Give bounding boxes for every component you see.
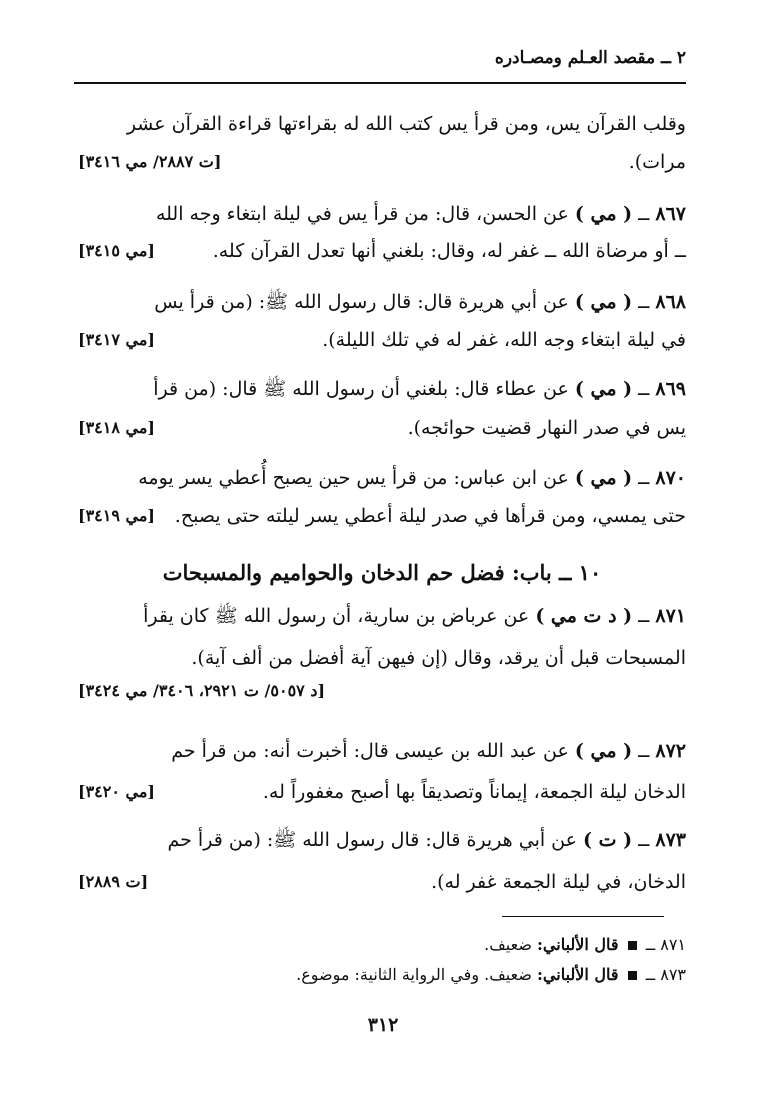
reference: [ت ٢٨٨٩] (78, 872, 149, 891)
hadith-number: ٨٦٧ (655, 203, 686, 225)
reference: [ت ٢٨٨٧/ مي ٣٤١٦] (78, 152, 222, 171)
hadith-number: ٨٧٢ (655, 740, 686, 762)
page-number: ٣١٢ (367, 1014, 399, 1036)
entry-line: المسبحات قبل أن يرقد، وقال (إن فيهن آية أفضل من ألف آية). (191, 647, 686, 669)
entry-line: الدخان، في ليلة الجمعة غفر له). (431, 871, 686, 893)
reference: [مي ٣٤١٨] (78, 418, 155, 437)
hadith-entry-first-line: ٨٦٧ ــ ( مي ) عن الحسن، قال: من قرأ يس في ليلة ابتغاء وجه الله (155, 203, 686, 225)
footnote (78, 932, 686, 958)
source-code: ( مي ) (574, 378, 633, 400)
square-bullet-icon (628, 941, 637, 950)
entry-line: حتى يمسي، ومن قرأها في صدر ليلة أعطي يسر ليلته حتى يصبح. (174, 505, 686, 527)
entry-row (78, 500, 686, 532)
entry-row (78, 866, 686, 898)
entry-row (78, 324, 686, 356)
entry-line: عن عطاء قال: بلغني أن رسول الله ﷺ قال: (من قرأ (153, 378, 569, 400)
footnote (78, 962, 686, 988)
chapter-heading: ١٠ ــ باب: فضل حم الدخان والحواميم والمسبحات (162, 560, 602, 585)
hadith-number: ٨٦٩ (655, 378, 686, 400)
hadith-number: ٨٧٠ (655, 467, 686, 489)
entry-line: عن عبد الله بن عيسى قال: أخبرت أنه: من قرأ حم (171, 740, 569, 762)
entry-line: عن الحسن، قال: من قرأ يس في ليلة ابتغاء وجه الله (155, 203, 569, 225)
entry-line: عن عرباض بن سارية، أن رسول الله ﷺ كان يقرأ (143, 605, 530, 627)
footnote-text: ضعيف. (484, 935, 532, 954)
hadith-entry-first-line: ٨٦٩ ــ ( مي ) عن عطاء قال: بلغني أن رسول الله ﷺ قال: (من قرأ (153, 378, 686, 400)
footnote-number: ٨٧٣ ــ (645, 965, 686, 984)
entry-row (78, 146, 686, 178)
running-title: ٢ ــ مقصد العـلم ومصـادره (494, 48, 686, 68)
entry-line: ــ أو مرضاة الله ــ غفر له، وقال: بلغني أنها تعدل القرآن كله. (212, 240, 686, 262)
entry-line: في ليلة ابتغاء وجه الله، غفر له في تلك الليلة). (322, 329, 686, 351)
hadith-entry-first-line: ٨٧٣ ــ ( ت ) عن أبي هريرة قال: قال رسول الله ﷺ: (من قرأ حم (167, 829, 686, 851)
hadith-entry-first-line: ٨٦٨ ــ ( مي ) عن أبي هريرة قال: قال رسول الله ﷺ: (من قرأ يس (154, 291, 686, 313)
hadith-number: ٨٧٣ (655, 829, 686, 851)
entry-line: عن أبي هريرة قال: قال رسول الله ﷺ: (من قرأ حم (167, 829, 577, 851)
hadith-entry-first-line: ٨٧٢ ــ ( مي ) عن عبد الله بن عيسى قال: أخبرت أنه: من قرأ حم (171, 740, 686, 762)
entry-line: الدخان ليلة الجمعة، إيماناً وتصديقاً بها أصبح مغفوراً له. (262, 781, 686, 803)
source-code: ( مي ) (574, 203, 633, 225)
reference: [مي ٣٤٢٠] (78, 782, 155, 801)
source-code: ( مي ) (574, 291, 633, 313)
hadith-number: ٨٦٨ (655, 291, 686, 313)
footnote-label: قال الألباني: (537, 935, 619, 954)
footnote-rule (502, 916, 664, 917)
entry-row (78, 412, 686, 444)
source-code: ( د ت مي ) (535, 605, 633, 627)
source-code: ( مي ) (574, 467, 633, 489)
footnote-number: ٨٧١ ــ (645, 935, 686, 954)
reference: [د ٥٠٥٧/ ت ٢٩٢١، ٣٤٠٦/ مي ٣٤٢٤] (78, 681, 326, 700)
square-bullet-icon (628, 971, 637, 980)
hadith-number: ٨٧١ (655, 605, 686, 627)
entry-line: وقلب القرآن يس، ومن قرأ يس كتب الله له بقراءتها قراءة القرآن عشر (126, 113, 686, 135)
entry-line: عن أبي هريرة قال: قال رسول الله ﷺ: (من قرأ يس (154, 291, 569, 313)
hadith-entry-first-line: ٨٧٠ ــ ( مي ) عن ابن عباس: من قرأ يس حين يصبح أُعطي يسر يومه (138, 467, 686, 489)
entry-line: مرات). (628, 151, 686, 173)
reference: [مي ٣٤١٥] (78, 241, 155, 260)
reference: [مي ٣٤١٩] (78, 506, 155, 525)
source-code: ( ت ) (583, 829, 633, 851)
hadith-entry-first-line: ٨٧١ ــ ( د ت مي ) عن عرباض بن سارية، أن رسول الله ﷺ كان يقرأ (143, 605, 686, 627)
entry-line: عن ابن عباس: من قرأ يس حين يصبح أُعطي يسر يومه (138, 467, 569, 489)
header-rule (74, 82, 686, 84)
entry-row (78, 776, 686, 808)
entry-row (78, 235, 686, 267)
footnote-label: قال الألباني: (537, 965, 619, 984)
footnote-text: ضعيف. وفي الرواية الثانية: موضوع. (296, 965, 532, 984)
entry-line: يس في صدر النهار قضيت حوائجه). (407, 417, 686, 439)
source-code: ( مي ) (574, 740, 633, 762)
reference: [مي ٣٤١٧] (78, 330, 155, 349)
